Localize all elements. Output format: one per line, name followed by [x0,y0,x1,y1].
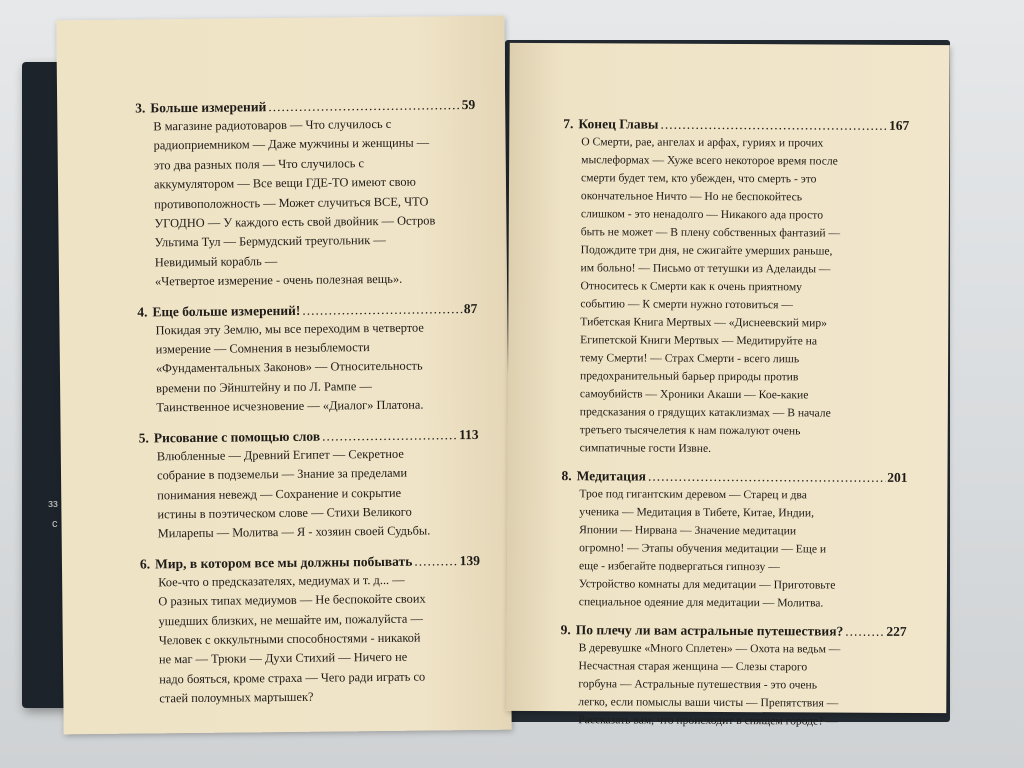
chapter-summary [153,114,477,292]
summary-line: горбуна — Астральные путешествия - это очень [578,677,818,692]
left-page [56,16,511,735]
summary-line: предсказания о грядущих катаклизмах — В начале [579,405,831,420]
summary-line: Таинственное исчезновение — «Диалог» Платона. [156,397,424,415]
dot-leader [414,552,458,570]
summary-line: легко, если помыслы ваши чисты — Препятствия — [578,695,839,710]
summary-line: измерение — Сомнения в незыблемости [155,340,370,357]
summary-line: Миларепы — Молитва — Я - хозяин своей Судьбы. [157,523,431,541]
summary-line: это два разных поля — Что случилось с [153,155,365,173]
toc-entry [135,96,477,292]
chapter-title: Больше измерений [150,99,267,116]
dot-leader [660,116,887,135]
toc-entry-heading [140,552,480,574]
summary-line: смерти будет тем, кто убежден, что смерть - это [581,171,817,186]
chapter-page-number: 139 [459,552,481,568]
right-page-contents [560,115,909,741]
summary-line: ушедших близких, не мешайте им, пожалуйста — [158,611,423,628]
dot-leader [322,426,457,445]
summary-line: не маг — Трюки — Духи Стихий — Ничего не [158,650,408,667]
summary-line: О разных типах медиумов — Не беспокойте своих [158,591,426,609]
summary-line: истины в поэтическом слове — Стихи Великого [157,504,412,522]
chapter-title: Конец Главы [578,116,659,132]
summary-line: предохранительный барьер природы против [579,369,799,384]
chapter-page-number: 227 [886,623,907,639]
summary-line: самоубийств — Хроники Акаши — Кое-какие [579,387,809,402]
right-page [506,43,949,728]
summary-line: третьего тысячелетия к нам пожалуют очень [579,423,801,438]
chapter-title: Медитация [576,468,647,484]
chapter-summary [578,639,906,731]
chapter-number: 6. [139,556,151,572]
summary-line: надо бояться, кроме страха — Чего ради играть со [159,669,426,687]
dot-leader [648,468,885,487]
toc-entry [561,467,908,613]
chapter-page-number: 113 [459,426,479,442]
toc-entry-heading [139,426,479,448]
summary-line: понимания невежд — Сохранение и сокрытие [157,485,402,502]
dot-leader [845,623,884,641]
summary-line: Устройство комнаты для медитации — Приготовьте [578,577,836,592]
toc-entry-heading [563,115,909,135]
chapter-summary [579,485,908,613]
summary-line: противоположность — Может случиться ВСЕ, ЧТО [154,194,429,211]
summary-line: Кое-что о предсказателях, медиумах и т. д... — [158,572,405,590]
summary-line: ученика — Медитация в Тибете, Китае, Индии, [579,505,815,520]
chapter-summary [155,318,478,418]
toc-entry [137,300,478,419]
dot-leader [302,300,462,320]
summary-line: УГОДНО — У каждого есть свой двойник — Остров [154,213,436,231]
toc-entry [560,621,907,731]
summary-line: Трое под гигантским деревом — Старец и два [579,487,807,502]
toc-entry-heading [137,300,477,322]
summary-line: Тибетская Книга Мертвых — «Диснеевский мир» [580,315,827,330]
chapter-number: 5. [138,430,149,446]
chapter-number: 7. [563,116,574,132]
toc-entry [140,552,482,709]
chapter-page-number: 201 [887,469,908,485]
summary-line: аккумулятором — Все вещи ГДЕ-ТО имеют свою [153,174,416,192]
chapter-page-number: 59 [461,96,476,113]
summary-line: «Четвертое измерение - очень полезная вещь». [154,272,403,289]
summary-line: Человек с оккультными способностями - никакой [158,630,421,648]
summary-line: огромно! — Этапы обучения медитации — Еще и [579,541,827,556]
summary-line: собрание в подземельи — Знание за пределами [156,465,408,483]
toc-entry-heading [561,621,907,641]
cover-spine-text-1: зз [48,498,58,510]
chapter-summary [158,570,481,709]
chapter-summary [580,133,910,459]
chapter-page-number: 87 [463,300,478,316]
summary-line: Невидимый корабль — [154,253,278,270]
summary-line: событию — К смерти нужно готовиться — [580,297,794,312]
summary-line: окончательное Ничто — Но не беспокойтесь [580,189,803,204]
toc-entry-heading [561,467,907,487]
summary-line: слишком - это ненадолго — Никакого ада просто [580,207,824,222]
summary-line: Покидая эту Землю, мы все переходим в четвертое [155,320,424,337]
dot-leader [268,96,460,116]
chapter-number: 4. [137,304,148,320]
chapter-number: 9. [560,622,571,638]
summary-line: мыслеформах — Хуже всего некоторое время после [581,153,838,168]
summary-line: быть не может — В плену собственных фантазий — [580,225,841,240]
chapter-summary [157,444,480,544]
chapter-page-number: 167 [889,117,910,133]
chapter-title: Еще больше измерений! [152,302,301,320]
toc-entry [562,115,910,459]
summary-line: симпатичные гости Извне. [579,441,712,455]
left-page-contents [135,96,481,720]
summary-line: Ультима Тул — Бермудский треугольник — [154,233,386,250]
summary-line: В деревушке «Много Сплетен» — Охота на ведьм — [578,641,841,656]
summary-line: специальное одеяние для медитации — Молитва. [578,595,824,610]
summary-line: Подождите три дня, не сжигайте умерших раньше, [580,243,833,258]
summary-line: «Фундаментальных Законов» — Относительность [155,359,423,376]
chapter-number: 3. [135,100,146,116]
summary-line: Египетской Книги Мертвых — Медитируйте на [580,333,818,348]
toc-entry-heading [135,96,475,118]
summary-line: радиоприемником — Даже мужчины и женщины — [153,135,430,153]
summary-line: В магазине радиотоваров — Что случилось с [153,116,392,134]
chapter-title: Мир, в котором все мы должны побывать [155,553,413,572]
summary-line: Японии — Нирвана — Значение медитации [579,523,797,538]
summary-line: Несчастная старая женщина — Слезы старого [578,659,808,674]
chapter-title: По плечу ли вам астральные путешествия? [575,622,844,639]
toc-entry [139,426,480,545]
summary-line: стаей полоумных мартышек? [159,689,314,706]
summary-line: Влюбленные — Древний Египет — Секретное [156,446,404,464]
summary-line: тему Смерти! — Страх Смерти - всего лишь [580,351,800,366]
chapter-number: 8. [561,468,572,484]
summary-line: еще - избегайте подвергаться гипнозу — [578,559,780,574]
summary-line: времени по Эйнштейну и по Л. Рампе — [156,378,372,396]
chapter-title: Рисование с помощью слов [153,428,321,446]
summary-line: Рассказать вам, что происходит в спящем городе? — [578,713,838,728]
summary-line: Относитесь к Смерти как к очень приятному [580,279,803,294]
summary-line: О Смерти, рае, ангелах и арфах, гуриях и прочих [581,135,824,150]
summary-line: им больно! — Письмо от тетушки из Аделаиды — [580,261,831,276]
cover-spine-text-2: с [52,518,58,530]
